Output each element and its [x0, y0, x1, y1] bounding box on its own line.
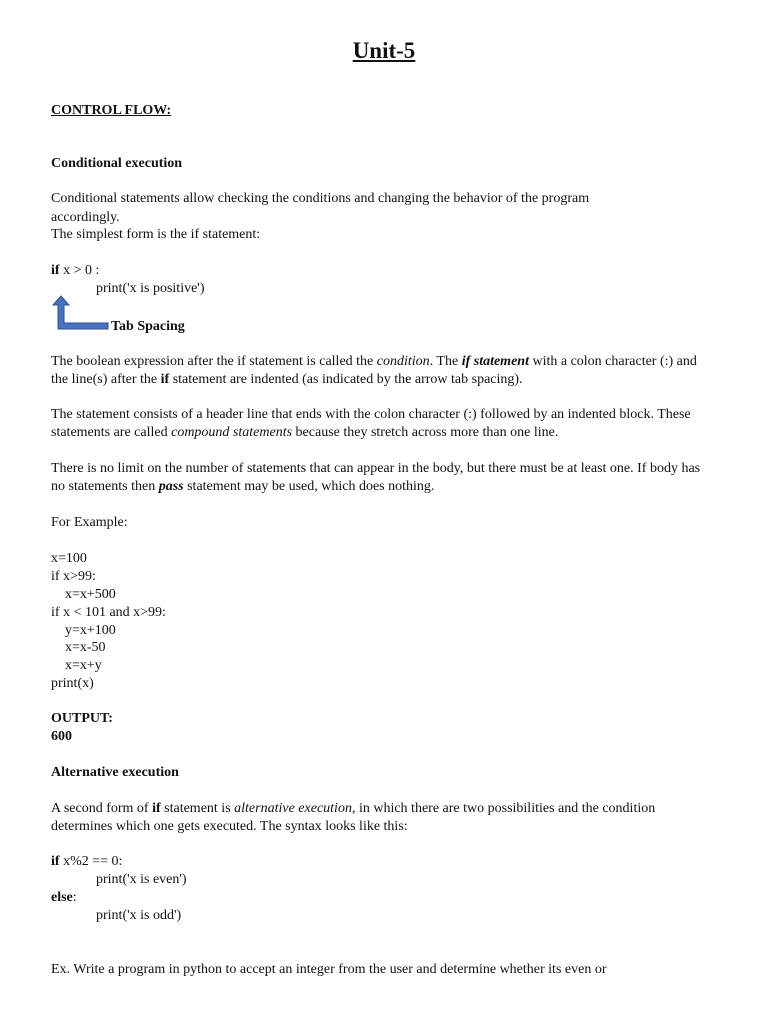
alternative-term: alternative execution — [234, 801, 352, 816]
if-statement-term: if statement — [461, 354, 529, 369]
text-run: with a colon character (:) and the line(s) after the — [51, 354, 697, 387]
example1-if-line — [51, 262, 99, 279]
text-run: . The — [429, 354, 462, 369]
for-example-label: For Example: — [51, 515, 128, 530]
if-keyword: if — [160, 372, 170, 387]
cond-paragraph-line1: Conditional statements allow checking the conditions and changing the behavior of the program — [51, 191, 590, 206]
text-run: The boolean expression after the if statement is called the — [51, 354, 377, 369]
text-run: , in which there are two possibilities and the condition determines which one gets executed. The syntax looks like this: — [51, 801, 656, 834]
alternative-paragraph — [51, 800, 711, 836]
cond-paragraph-line2: accordingly. — [51, 210, 120, 225]
section-heading: CONTROL FLOW: — [51, 103, 172, 118]
example3-if-body: print('x is even') — [96, 872, 187, 887]
code-line: if x>99: — [51, 569, 96, 584]
conditional-heading: Conditional execution — [51, 156, 183, 171]
if-condition: x > 0 : — [59, 263, 100, 278]
code-line: if x < 101 and x>99: — [51, 605, 166, 620]
condition-term: condition — [376, 354, 430, 369]
if-keyword: if — [152, 801, 161, 816]
text-run: because they stretch across more than one line. — [292, 425, 559, 440]
tab-spacing-label: Tab Spacing — [111, 319, 185, 334]
example1-body: print('x is positive') — [96, 281, 205, 296]
output-value: 600 — [51, 729, 72, 744]
code-line: x=x-50 — [65, 640, 106, 655]
code-line: x=x+y — [65, 658, 102, 673]
pass-paragraph — [51, 460, 711, 496]
example3-if-line — [51, 853, 122, 870]
code-line: print(x) — [51, 676, 94, 691]
exercise-text: Ex. Write a program in python to accept an integer from the user and determine whether its even or — [51, 962, 607, 977]
pass-term: pass — [158, 479, 184, 494]
text-run: A second form of — [51, 801, 153, 816]
cond-paragraph-line3: The simplest form is the if statement: — [51, 227, 261, 242]
code-line: x=x+500 — [65, 587, 116, 602]
if-condition: x%2 == 0: — [59, 854, 123, 869]
code-line: x=100 — [51, 551, 87, 566]
condition-paragraph — [51, 353, 711, 389]
page-title: Unit-5 — [352, 38, 416, 63]
else-colon: : — [72, 890, 77, 905]
text-run: statement are indented (as indicated by the arrow tab spacing). — [169, 372, 523, 387]
example3-else-line — [51, 889, 77, 906]
tab-spacing-arrow-icon — [52, 295, 110, 333]
code-line: y=x+100 — [65, 623, 116, 638]
text-run: statement is — [160, 801, 235, 816]
text-run: The statement consists of a header line that ends with the colon character (:) followed by an indented block. These statements are called — [51, 407, 691, 440]
example3-else-body: print('x is odd') — [96, 908, 182, 923]
compound-paragraph — [51, 406, 711, 442]
text-run: statement may be used, which does nothing. — [183, 479, 435, 494]
alternative-heading: Alternative execution — [51, 765, 179, 780]
compound-term: compound statements — [171, 425, 293, 440]
output-label: OUTPUT: — [51, 711, 113, 726]
if-keyword: if — [51, 263, 60, 278]
text-run: There is no limit on the number of statements that can appear in the body, but there must be at least one. If body has no statements then — [51, 461, 701, 494]
if-keyword: if — [51, 854, 60, 869]
else-keyword: else — [51, 890, 73, 905]
